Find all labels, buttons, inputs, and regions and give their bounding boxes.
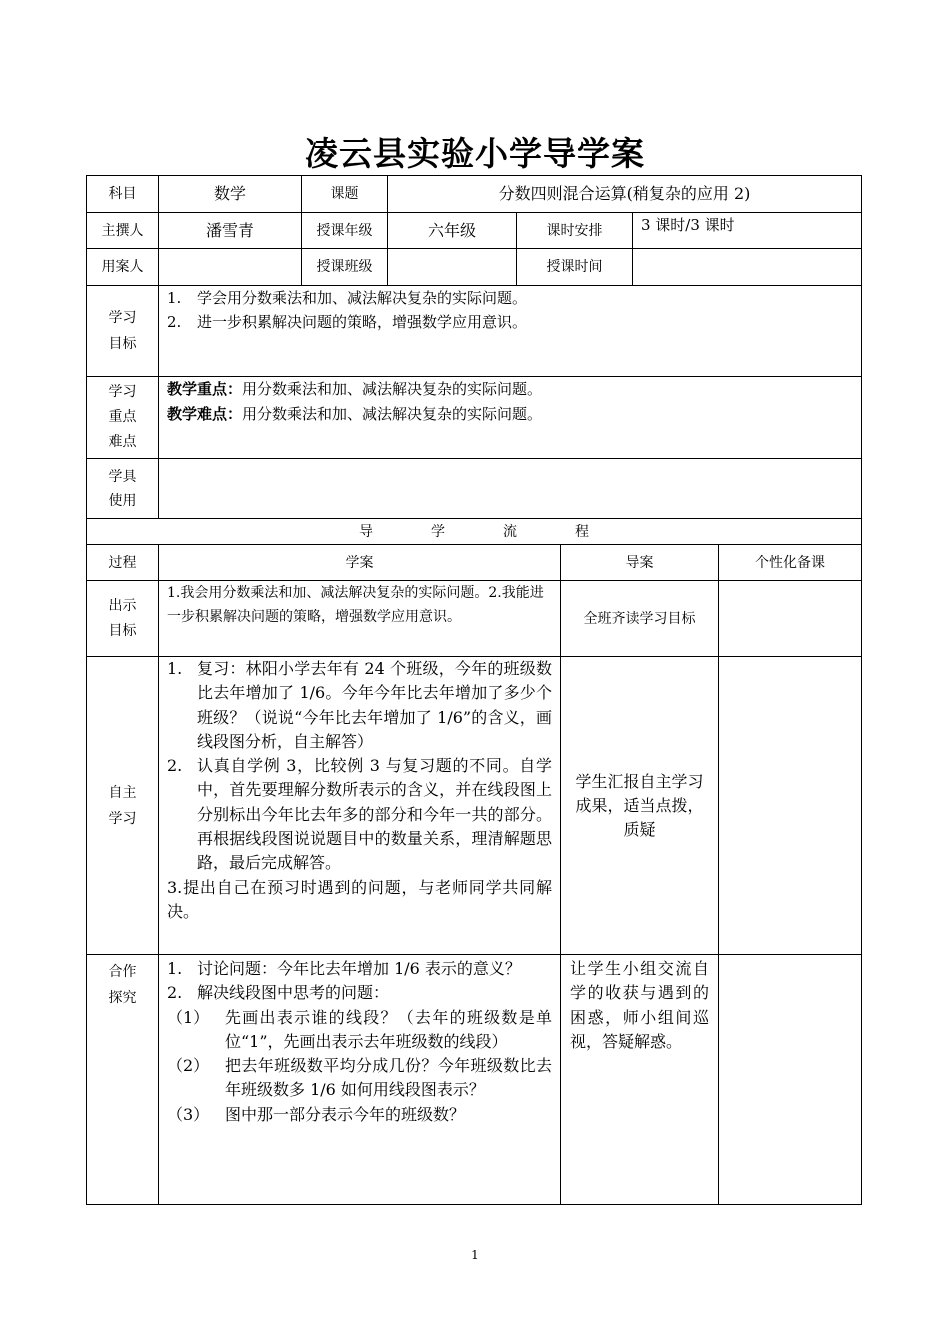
objectives-label-line2: 目标	[108, 336, 137, 352]
objective-item: 1. 学会用分数乘法和加、减法解决复杂的实际问题。	[167, 289, 528, 307]
keypoints-label-line3: 难点	[108, 434, 137, 450]
coop-label-line2: 探究	[108, 990, 137, 1006]
grade-label: 授课年级	[301, 212, 388, 249]
objective-item: 2. 进一步积累解决问题的策略，增强数学应用意识。	[167, 313, 528, 331]
self-study	[158, 656, 561, 955]
col-personal: 个性化备课	[718, 544, 862, 581]
hours-label: 课时安排	[516, 212, 633, 249]
topic-value: 分数四则混合运算(稍复杂的应用 2)	[387, 175, 862, 213]
class-label: 授课班级	[301, 248, 388, 286]
col-study: 学案	[158, 544, 561, 581]
tools-value	[158, 458, 862, 519]
author-label: 主撰人	[86, 212, 159, 249]
keypoints-content	[158, 376, 862, 459]
goals-guide: 全班齐读学习目标	[560, 580, 719, 657]
self-label-line1: 自主	[108, 784, 137, 801]
subject-value: 数学	[158, 175, 302, 213]
class-value	[387, 248, 517, 286]
grade-value: 六年级	[387, 212, 517, 249]
goals-label-line1: 出示	[108, 597, 137, 614]
self-item-3: 3.提出自己在预习时遇到的问题，与老师同学共同解决。	[167, 877, 552, 921]
hours-value: 3 课时/3 课时	[632, 212, 862, 249]
author-value: 潘雪青	[158, 212, 302, 249]
self-personal	[718, 656, 862, 955]
keypoints-label-line2: 重点	[108, 409, 137, 425]
objectives-label-line1: 学习	[108, 310, 137, 326]
coop-subitem: （3） 图中那一部分表示今年的班级数？	[167, 1104, 466, 1124]
coop-subitem: （2） 把去年班级数平均分成几份？今年班级数比去年班级数多 1/6 如何用线段图表示？	[167, 1056, 552, 1100]
coop-item: 1. 讨论问题：今年比去年增加 1/6 表示的意义？	[167, 959, 521, 978]
time-value	[632, 248, 862, 286]
goals-personal	[718, 580, 862, 657]
flow-char: 导	[359, 523, 373, 540]
objectives-label	[86, 285, 159, 377]
tools-label-line1: 学具	[108, 468, 137, 485]
coop-subitem: （1） 先画出表示谁的线段？（去年的班级数是单位“1”，先画出表示去年班级数的线段）	[167, 1007, 552, 1051]
page-number: 1	[471, 1248, 479, 1262]
keypoints-label-line1: 学习	[108, 384, 137, 400]
col-guide: 导案	[560, 544, 719, 581]
coop-study	[158, 954, 561, 1205]
objectives-content	[158, 285, 862, 377]
coop-item: 2. 解决线段图中思考的问题：	[167, 983, 390, 1003]
user-label: 用案人	[86, 248, 159, 286]
self-item: 2. 认真自学例 3，比较例 3 与复习题的不同。自学中，首先要理解分数所表示的含义，并在线段图上分别标出今年比去年多的部分和今年一共的部分。再根据线段图说说题目中的数量关系，理清解题思路，最后完成解答。	[167, 756, 552, 873]
coop-label-line1: 合作	[108, 964, 137, 980]
tools-label	[86, 458, 159, 519]
difficulty-line: 教学难点：用分数乘法和加、减法解决复杂的实际问题。	[167, 405, 543, 423]
self-item: 1. 复习：林阳小学去年有 24 个班级，今年的班级数比去年增加了 1/6。今年今年比去年增加了多少个班级？（说说“今年比去年增加了 1/6”的含义，画线段图分析，自主解答）	[167, 659, 552, 751]
self-guide: 学生汇报自主学习成果，适当点拨，质疑	[560, 656, 719, 955]
keypoints-label	[86, 376, 159, 459]
flow-banner	[86, 518, 862, 545]
coop-label	[86, 954, 159, 1205]
tools-label-line2: 使用	[108, 492, 137, 509]
goals-label	[86, 580, 159, 657]
flow-char: 学	[431, 523, 445, 540]
topic-label: 课题	[301, 175, 388, 213]
focus-line: 教学重点：用分数乘法和加、减法解决复杂的实际问题。	[167, 380, 543, 398]
time-label: 授课时间	[516, 248, 633, 286]
flow-char: 流	[503, 523, 517, 540]
self-label-line2: 学习	[108, 810, 137, 827]
subject-label: 科目	[86, 175, 159, 213]
flow-char: 程	[575, 523, 589, 540]
goals-study: 1.我会用分数乘法和加、减法解决复杂的实际问题。2.我能进一步积累解决问题的策略，增强数学应用意识。	[158, 580, 561, 657]
user-value	[158, 248, 302, 286]
col-process: 过程	[86, 544, 159, 581]
page-title: 凌云县实验小学导学案	[305, 134, 645, 173]
coop-guide: 让学生小组交流自学的收获与遇到的困惑，师小组间巡视，答疑解惑。	[560, 954, 719, 1205]
self-label	[86, 656, 159, 955]
goals-label-line2: 目标	[108, 622, 137, 639]
coop-personal	[718, 954, 862, 1205]
